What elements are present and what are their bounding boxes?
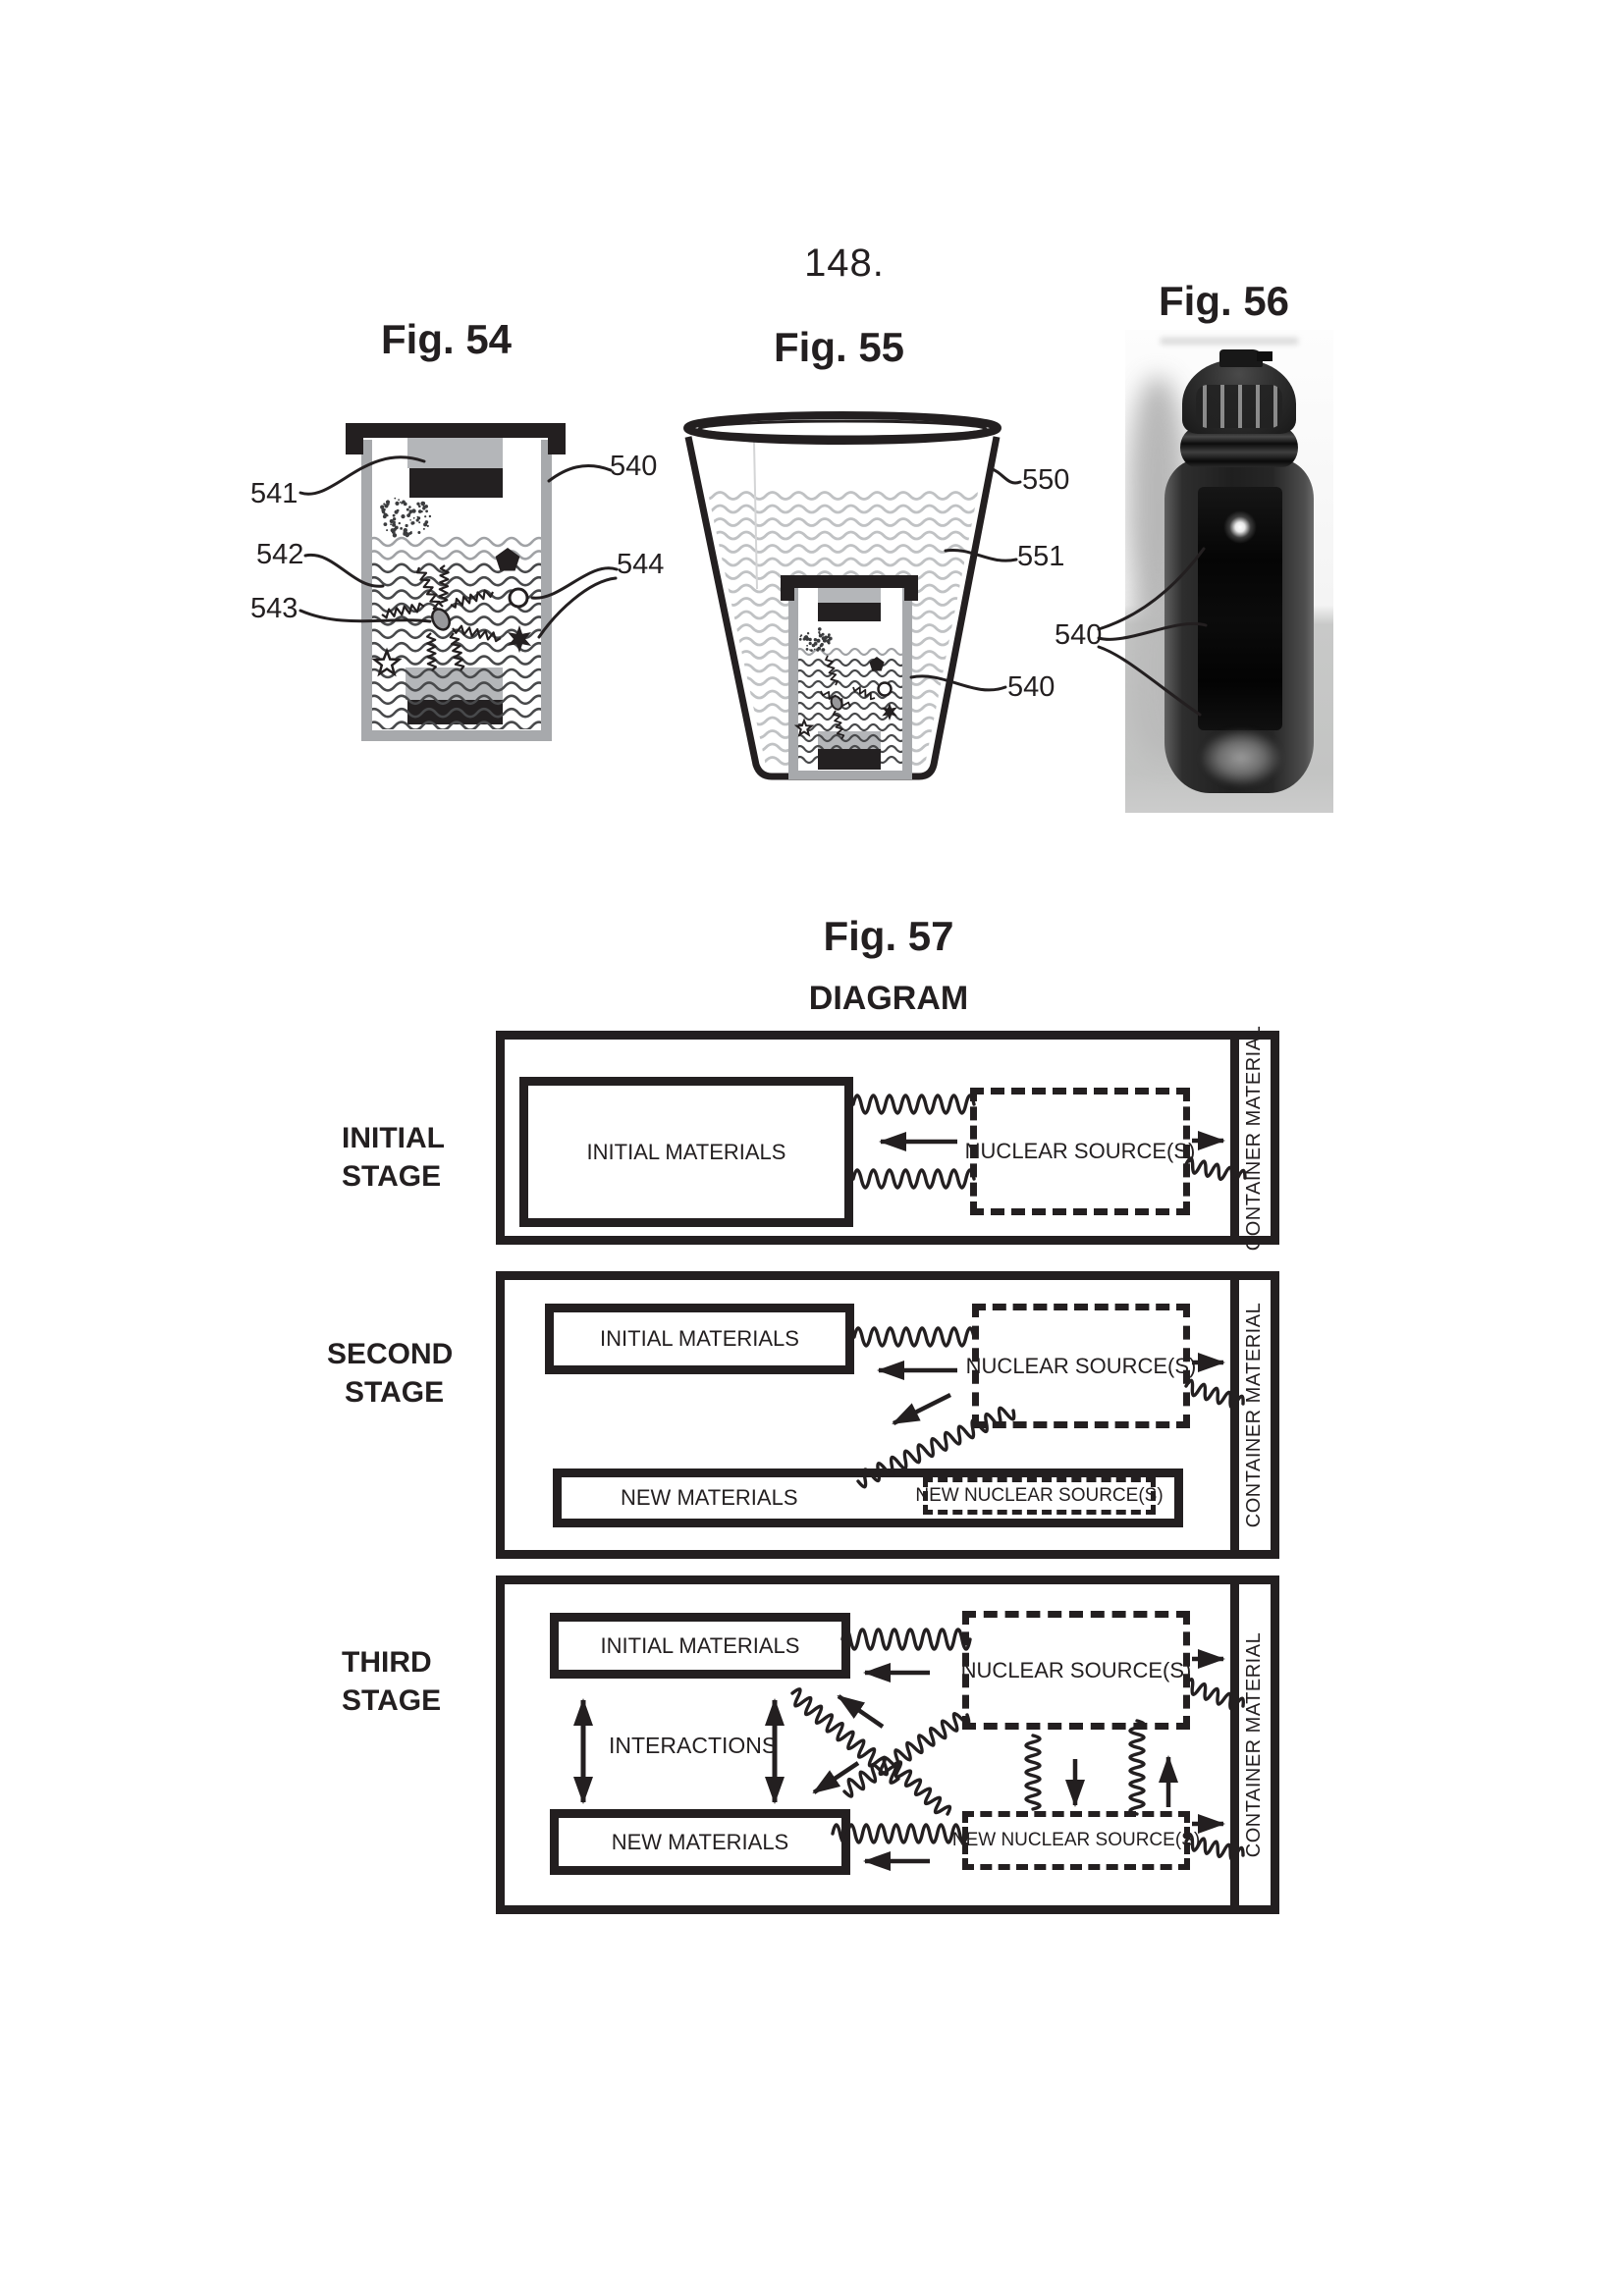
fig54-ref-540: 540 — [610, 451, 658, 482]
fig54-ref-543: 543 — [250, 593, 298, 624]
container-material-label: CONTAINER MATERIAL — [1243, 1302, 1266, 1528]
fig55-cup-wall — [688, 437, 997, 776]
stage3-new-materials-box: NEW MATERIALS — [550, 1809, 850, 1875]
container-material-label: CONTAINER MATERIAL — [1243, 1025, 1266, 1251]
circle-particle-icon — [879, 683, 892, 696]
fig54-ref-542: 542 — [256, 539, 304, 570]
fig55-inner-container — [781, 575, 918, 779]
fig54-top-bracket — [346, 423, 566, 454]
stage3-initial-materials-box: INITIAL MATERIALS — [550, 1613, 850, 1679]
fig55-leader-lines — [911, 468, 1020, 690]
fig55-ref-540: 540 — [1007, 671, 1056, 703]
stage2-new-nuclear-sources-box: NEW NUCLEAR SOURCE(S) — [923, 1477, 1156, 1515]
fig54-radiation-squiggles — [382, 565, 501, 670]
fig55-drawing — [628, 398, 1103, 800]
bottle-cap-ribs — [1196, 385, 1282, 428]
page-number: 148. — [804, 241, 885, 285]
stage1-nuclear-sources-box: NUCLEAR SOURCE(S) — [970, 1088, 1190, 1215]
fig55-cup-rim — [687, 415, 998, 441]
fig56-title: Fig. 56 — [1159, 278, 1290, 324]
fig57-title: Fig. 57 — [823, 913, 954, 959]
fig54-particle-speckles — [380, 498, 431, 538]
stage2-initial-materials-box: INITIAL MATERIALS — [545, 1304, 854, 1374]
stage3-container-material-strip — [1230, 1575, 1279, 1914]
fig54-ref-541: 541 — [250, 478, 298, 509]
container-material-label: CONTAINER MATERIAL — [1243, 1631, 1266, 1858]
third-stage-label: THIRD STAGE — [342, 1646, 442, 1717]
fig54-top-electrode — [407, 437, 503, 498]
fig54-leader-lines — [300, 457, 617, 637]
photo-top-smudge — [1161, 338, 1298, 345]
fig55-ref-550: 550 — [1022, 464, 1070, 496]
bottle-cap-spout — [1257, 351, 1272, 361]
fig54-ref-544: 544 — [617, 549, 665, 580]
initial-stage-label: INITIAL STAGE — [342, 1122, 445, 1193]
pentagon-particle-icon — [496, 548, 520, 571]
fig56-photo — [1125, 330, 1333, 813]
stage3-new-nuclear-sources-box: NEW NUCLEAR SOURCE(S) — [962, 1811, 1190, 1870]
bottle-bottom-reflection — [1202, 730, 1280, 785]
blob-particle-icon — [429, 607, 453, 633]
stage3-nuclear-sources-box: NUCLEAR SOURCE(S) — [962, 1611, 1190, 1730]
stage2-new-materials-box: NEW MATERIALS — [553, 1468, 1183, 1527]
fig55-cup-liquid-waves — [687, 493, 1001, 765]
fig56-ref-540: 540 — [1055, 619, 1103, 651]
stage2-nuclear-sources-box: NUCLEAR SOURCE(S) — [972, 1304, 1190, 1428]
open-star-particle-icon — [796, 721, 811, 735]
black-star-particle-icon — [508, 625, 531, 653]
fig55-title: Fig. 55 — [774, 324, 905, 370]
bottle-neck-rings — [1180, 428, 1298, 467]
fig55-cup-seam — [754, 442, 757, 589]
fig54-interior — [372, 440, 541, 730]
stage2-container-material-strip — [1230, 1271, 1279, 1559]
pentagon-particle-icon — [869, 657, 884, 671]
fig55-ref-551: 551 — [1017, 541, 1065, 572]
fig57-subtitle: DIAGRAM — [808, 980, 969, 1017]
fig54-title: Fig. 54 — [381, 316, 513, 362]
black-star-particle-icon — [882, 703, 897, 721]
blob-particle-icon — [830, 695, 844, 712]
second-stage-label: SECOND STAGE — [327, 1338, 454, 1409]
open-star-particle-icon — [375, 651, 400, 674]
fig54-container-wall — [361, 440, 552, 741]
interactions-label: INTERACTIONS — [609, 1733, 778, 1758]
stage1-initial-materials-box: INITIAL MATERIALS — [519, 1077, 853, 1227]
fig55-inner-bracket — [781, 575, 918, 601]
fig54-bottom-electrode — [406, 667, 503, 724]
fig54-liquid-waves — [367, 538, 546, 730]
stage1-container-material-strip — [1230, 1025, 1279, 1251]
circle-particle-icon — [510, 589, 527, 607]
bottle-glint — [1223, 510, 1257, 544]
